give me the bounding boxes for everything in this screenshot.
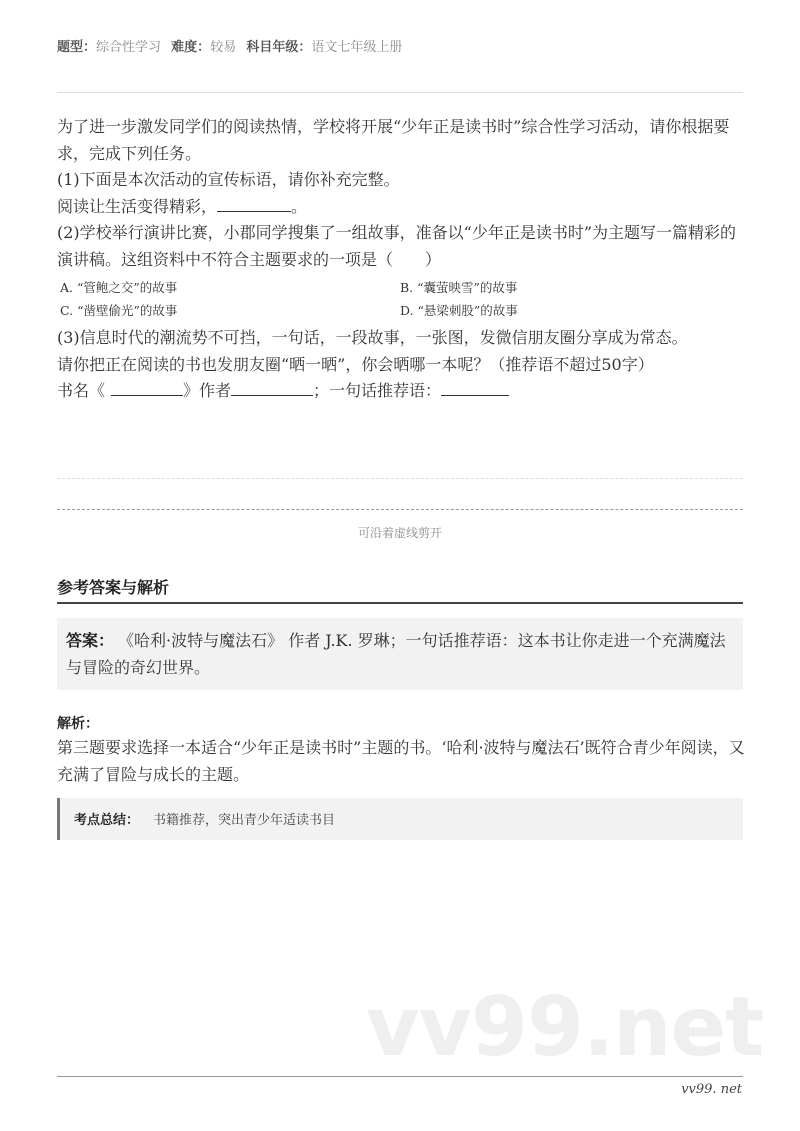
options-list bbox=[60, 276, 740, 322]
footer-divider bbox=[57, 1076, 743, 1077]
question-1-slogan bbox=[57, 194, 747, 221]
question-body bbox=[57, 114, 747, 273]
recommend-label: ；一句话推荐语： bbox=[313, 381, 442, 400]
section-divider bbox=[57, 602, 743, 604]
answer-label: 答案： bbox=[66, 631, 115, 650]
type-value: 综合性学习 bbox=[96, 40, 162, 55]
analysis-label: 解析： bbox=[57, 716, 99, 732]
cut-hint: 可沿着虚线剪开 bbox=[357, 526, 442, 540]
meta-divider bbox=[57, 92, 743, 93]
answer-text: 《哈利·波特与魔法石》 作者 J.K. 罗琳；一句话推荐语：这本书让你走进一个充满魔法与冒险的奇幻世界。 bbox=[66, 631, 726, 677]
analysis-text: 第三题要求选择一本适合“少年正是读书时”主题的书。‘哈利·波特与魔法石’既符合青少年阅读，又充满了冒险与成长的主题。 bbox=[57, 738, 745, 784]
type-label: 题型： bbox=[57, 40, 97, 55]
question-3-line2: 请你把正在阅读的书也发朋友圈“晒一晒”，你会晒哪一本呢？（推荐语不超过50字） bbox=[57, 354, 654, 374]
question-3-line1: (3)信息时代的潮流势不可挡，一句话，一段故事，一张图，发微信朋友圈分享成为常态。 bbox=[57, 328, 688, 347]
watermark: vv99.net bbox=[366, 980, 764, 1075]
grade-value: 语文七年级上册 bbox=[311, 40, 403, 55]
book-blank bbox=[111, 381, 183, 396]
question-1: (1)下面是本次活动的宣传标语，请你补充完整。 bbox=[57, 170, 400, 189]
option-d: D. “悬梁刺股”的故事 bbox=[400, 303, 518, 318]
book-prefix: 书名《 bbox=[57, 381, 106, 400]
cut-dashed-line bbox=[57, 509, 743, 510]
answer-section-title: 参考答案与解析 bbox=[57, 578, 170, 597]
question-meta bbox=[57, 36, 408, 55]
question-3 bbox=[57, 325, 747, 405]
author-label: 》作者 bbox=[183, 381, 232, 400]
difficulty-value: 较易 bbox=[210, 40, 237, 55]
answer-box bbox=[57, 618, 743, 690]
slogan-blank bbox=[217, 197, 291, 212]
answer-content bbox=[66, 627, 736, 681]
faint-dashed-line bbox=[57, 478, 743, 479]
option-a: A. “管鲍之交”的故事 bbox=[60, 280, 178, 295]
question-3-fill bbox=[57, 378, 747, 405]
option-c: C. “凿壁偷光”的故事 bbox=[60, 303, 178, 318]
footer-site: vv99. net bbox=[681, 1082, 742, 1097]
question-2: (2)学校举行演讲比赛，小郡同学搜集了一组故事，准备以“少年正是读书时”为主题写一篇精彩的演讲稿。这组资料中不符合主题要求的一项是（ ） bbox=[57, 223, 737, 269]
author-blank bbox=[231, 381, 313, 396]
slogan-prefix: 阅读让生活变得精彩， bbox=[57, 196, 218, 216]
summary-text: 书籍推荐，突出青少年适读书目 bbox=[153, 813, 336, 828]
difficulty-label: 难度： bbox=[171, 40, 211, 55]
summary-content bbox=[74, 809, 335, 828]
recommend-blank bbox=[441, 381, 509, 396]
summary-label: 考点总结： bbox=[74, 813, 140, 828]
question-intro: 为了进一步激发同学们的阅读热情，学校将开展“少年正是读书时”综合性学习活动，请你根据要求，完成下列任务。 bbox=[57, 117, 730, 163]
slogan-suffix: 。 bbox=[291, 196, 308, 216]
summary-box bbox=[57, 798, 743, 840]
grade-label: 科目年级： bbox=[246, 40, 312, 55]
option-b: B. “囊萤映雪”的故事 bbox=[400, 280, 518, 295]
